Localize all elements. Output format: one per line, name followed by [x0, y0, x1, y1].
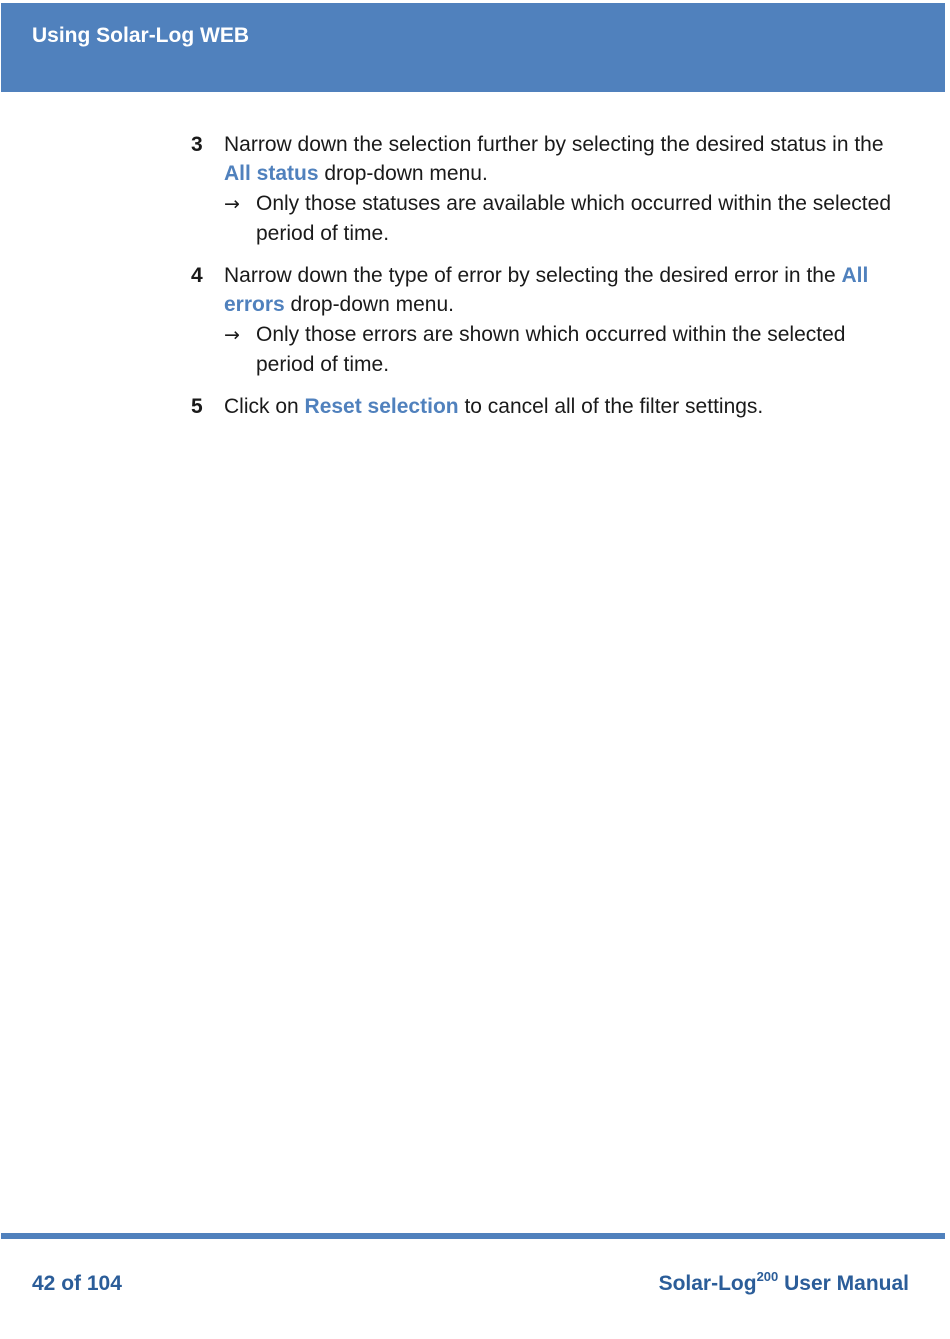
- product-model: 200: [756, 1269, 779, 1284]
- step-3: [191, 130, 906, 249]
- step-number: 4: [191, 264, 203, 287]
- result-text: Only those errors are shown which occurred within the selected period of time.: [256, 323, 846, 376]
- page-number: 42 of 104: [32, 1272, 122, 1295]
- step-text: [224, 261, 906, 319]
- step-5: [191, 392, 906, 421]
- step-text-after: drop-down menu.: [318, 162, 488, 185]
- step-text-after: drop-down menu.: [284, 293, 454, 316]
- all-status-term: All status: [224, 162, 319, 185]
- reset-selection-term: Reset selection: [304, 395, 459, 418]
- arrow-right-icon: →: [224, 324, 240, 346]
- step-result: [224, 320, 906, 380]
- section-title: Using Solar-Log WEB: [32, 24, 249, 47]
- step-text-after: to cancel all of the filter settings.: [458, 395, 764, 418]
- step-text-before: Narrow down the type of error by selecting the desired error in the: [224, 264, 842, 287]
- step-result: [224, 189, 906, 249]
- instruction-steps: [191, 130, 906, 433]
- step-number: 5: [191, 395, 203, 418]
- product-name: Solar-Log: [658, 1272, 757, 1295]
- step-text-before: Narrow down the selection further by selecting the desired status in the: [224, 133, 884, 156]
- footer-rule: [1, 1233, 945, 1239]
- manual-label: User Manual: [778, 1272, 909, 1295]
- step-4: [191, 261, 906, 380]
- all-errors-term: All errors: [224, 264, 869, 316]
- step-text-before: Click on: [224, 395, 305, 418]
- result-text: Only those statuses are available which occurred within the selected period of time.: [256, 192, 892, 245]
- arrow-right-icon: →: [224, 193, 240, 215]
- step-number: 3: [191, 133, 203, 156]
- step-text: [224, 130, 906, 188]
- manual-title: [658, 1269, 909, 1296]
- step-text: [224, 392, 906, 421]
